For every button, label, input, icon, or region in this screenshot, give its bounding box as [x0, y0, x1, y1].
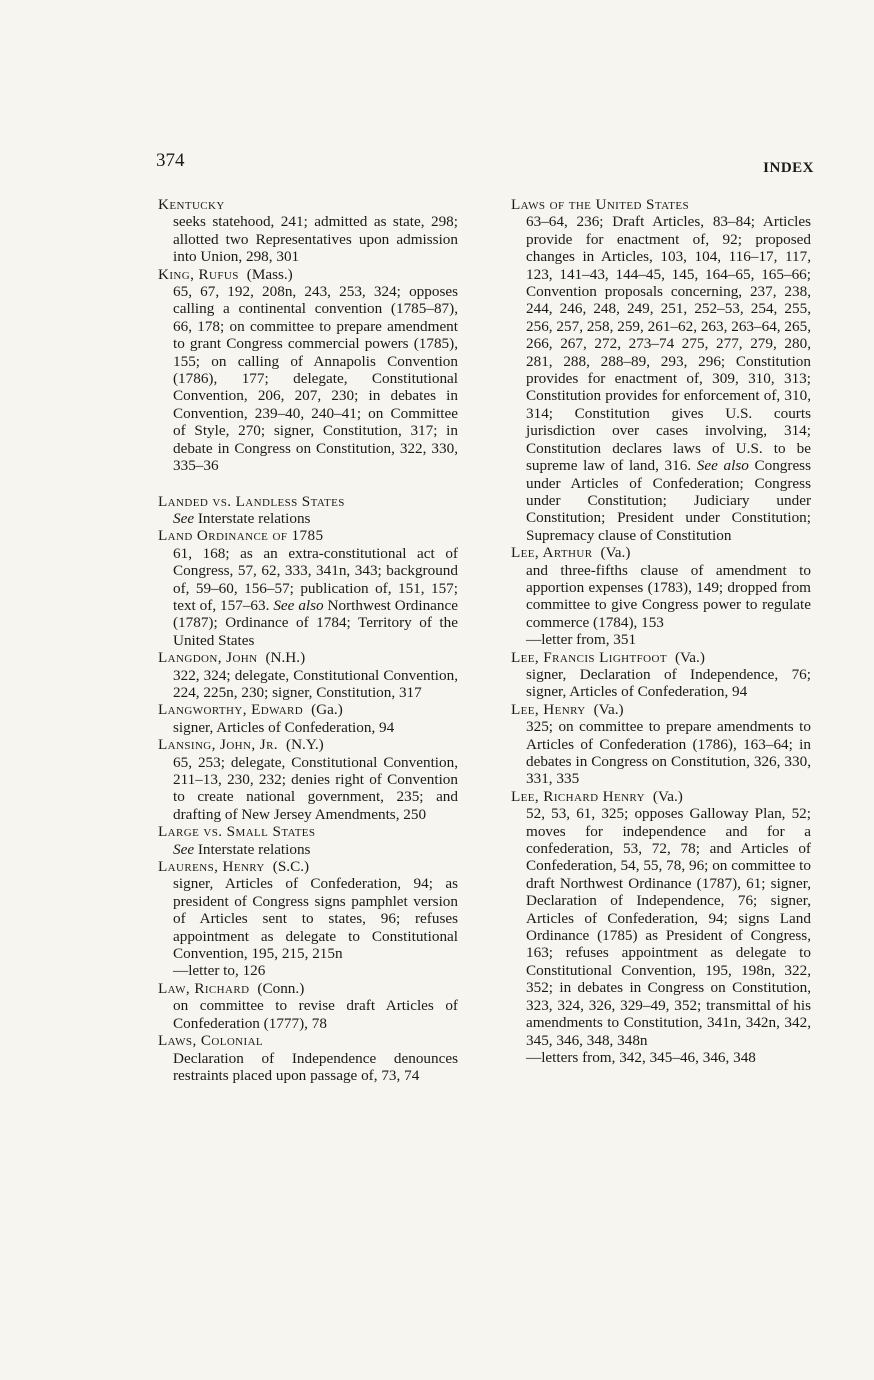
- entry-references: 322, 324; delegate, Constitutional Convention, 224, 225n, 230; signer, Constitution, 317: [173, 666, 458, 701]
- index-entry: [158, 858, 458, 980]
- entry-references: 63–64, 236; Draft Articles, 83–84; Articles provide for enactment of, 92; proposed changes in Articles, 103, 104, 116–17, 117, 123, 141–43, 144–45, 145, 164–65, 165–66; Convention proposals concerning, 237, 238, 244, 246, 248, 249, 251, 252–53, 254, 255, 256, 257, 258, 259, 261–62, 263, 263–64, 265, 266, 267, 272, 273–74 275, 277, 279, 280, 281, 288, 288–89, 293, 296; Constitution provides for enactment of, 309, 310, 313; Constitution provides for enforcement of, 310, 314; Constitution gives U.S. courts jurisdiction over cases involving, 314; Constitution declares laws of U.S. to be supreme law of land, 316. See also Congress under Articles of Confederation; Congress under Constitution; Judiciary under Constitution; President under Constitution; Supremacy clause of Constitution: [526, 213, 812, 544]
- index-entry: [158, 493, 458, 528]
- index-entry: [511, 196, 811, 544]
- entry-references: See Interstate relations: [173, 509, 311, 527]
- index-entry: [158, 980, 458, 1032]
- index-entry: [158, 823, 458, 858]
- entry-name: Lee, Henry: [511, 700, 586, 718]
- entry-references: 325; on committee to prepare amendments to Articles of Confederation (1786), 163–64; in debates in Congress on Constitution, 326, 330, 331, 335: [526, 718, 811, 788]
- entry-references: 52, 53, 61, 325; opposes Galloway Plan, 52; moves for independence and for a confederation, 53, 72, 78; and Articles of Confederation, 54, 55, 78, 96; on committee to draft Northwest Ordinance (1787), 61; signer, Declaration of Independence, 76; signer, Articles of Confederation, 94; signs Land Ordinance (1785) as President of Congress, 163; refuses appointment as delegate to Constitutional Convention, 195, 198n, 322, 352; in debates in Congress on Constitution, 323, 324, 326, 329–49, 352; transmittal of his amendments to Constitution, 341n, 342n, 342, 345, 346, 348, 348n: [526, 805, 811, 1049]
- entry-heading: [158, 493, 458, 510]
- entry-state: (Va.): [593, 700, 624, 718]
- entry-name: Lee, Arthur: [511, 544, 593, 562]
- left-column: [158, 196, 458, 1084]
- entry-references: signer, Declaration of Independence, 76; signer, Articles of Confederation, 94: [526, 665, 811, 701]
- entry-name: King, Rufus: [158, 265, 239, 283]
- entry-heading: [158, 701, 458, 718]
- entry-heading: [158, 196, 458, 213]
- page-number: 374: [156, 150, 185, 171]
- entry-references: 65, 253; delegate, Constitutional Convention, 211–13, 230, 232; denies right of Convention to create national government, 235; and drafting of New Jersey Amendments, 250: [173, 753, 458, 823]
- index-entry: [511, 788, 811, 1067]
- index-entry: [158, 527, 458, 649]
- entry-references: seeks statehood, 241; admitted as state, 298; allotted two Representatives upon admission into Union, 298, 301: [173, 213, 458, 266]
- entry-heading: [158, 736, 458, 753]
- entry-name: Langworthy, Edward: [158, 701, 304, 719]
- entry-references: 61, 168; as an extra-constitutional act of Congress, 57, 62, 333, 341n, 343; background of, 59–60, 156–57; publication of, 151, 157; text of, 157–63. See also Northwest Ordinance (1787); Ordinance of 1784; Territory of the United States: [173, 544, 458, 649]
- entry-name: Law, Richard: [158, 979, 250, 997]
- entry-references: 65, 67, 192, 208n, 243, 253, 324; opposes calling a continental convention (1785–87), 66, 178; on committee to prepare amendment to grant Congress commercial powers (1785), 155; on calling of Annapolis Convention (1786), 177; delegate, Constitutional Convention, 206, 207, 230; in debates in Convention, 239–40, 240–41; on Committee of Style, 270; signer, Constitution, 317; in debate in Congress on Constitution, 322, 330, 335–36: [173, 283, 458, 475]
- index-entry: [158, 649, 458, 701]
- entry-name: Landed vs. Landless States: [158, 492, 345, 510]
- entry-state: (Ga.): [311, 701, 343, 719]
- entry-references: and three-fifths clause of amendment to apportion expenses (1783), 149; dropped from committee to give Congress power to regulate commerce (1784), 153: [526, 561, 811, 631]
- entry-heading: [158, 858, 458, 875]
- entry-name: Laws of the United States: [511, 196, 689, 213]
- index-entry: [511, 701, 811, 788]
- index-entry: [158, 266, 458, 475]
- entry-name: Lee, Richard Henry: [511, 787, 645, 805]
- entry-heading: [511, 196, 811, 213]
- entry-heading: [511, 788, 811, 805]
- index-entry: [511, 544, 811, 648]
- entry-state: (Va.): [600, 544, 631, 562]
- entry-state: (Va.): [674, 648, 705, 666]
- index-entry: [158, 736, 458, 823]
- entry-letters: —letters from, 342, 345–46, 346, 348: [526, 1048, 756, 1066]
- entry-heading: [158, 649, 458, 666]
- entry-heading: [511, 701, 811, 718]
- entry-letters: —letter from, 351: [526, 631, 637, 649]
- entry-name: Lee, Francis Lightfoot: [511, 648, 667, 666]
- entry-state: (N.Y.): [286, 736, 324, 754]
- entry-name: Large vs. Small States: [158, 823, 316, 841]
- entry-references: See Interstate relations: [173, 840, 311, 858]
- entry-spacer: [158, 475, 458, 493]
- entry-name: Langdon, John: [158, 649, 258, 667]
- running-head: INDEX: [763, 160, 814, 176]
- entry-heading: [158, 980, 458, 997]
- entry-state: (Mass.): [246, 265, 293, 283]
- index-entry: [158, 1032, 458, 1084]
- entry-heading: [158, 823, 458, 840]
- entry-name: Laws, Colonial: [158, 1032, 264, 1050]
- entry-name: Lansing, John, Jr.: [158, 736, 279, 754]
- entry-letters: —letter to, 126: [173, 962, 266, 980]
- entry-name: Laurens, Henry: [158, 858, 265, 876]
- entry-state: (Va.): [652, 787, 683, 805]
- entry-state: (S.C.): [272, 858, 310, 876]
- entry-heading: [511, 649, 811, 666]
- entry-name: Kentucky: [158, 196, 225, 213]
- entry-heading: [158, 1032, 458, 1049]
- index-entry: [158, 701, 458, 736]
- entry-references: signer, Articles of Confederation, 94; as president of Congress signs pamphlet version of Articles sent to states, 96; refuses appointment as delegate to Constitutional Convention, 195, 215, 215n: [173, 875, 458, 963]
- entry-references: signer, Articles of Confederation, 94: [173, 718, 395, 736]
- index-entry: [511, 649, 811, 701]
- entry-name: Land Ordinance of 1785: [158, 527, 324, 545]
- entry-heading: [158, 527, 458, 544]
- entry-state: (Conn.): [257, 979, 305, 997]
- entry-references: on committee to revise draft Articles of Confederation (1777), 78: [173, 997, 458, 1032]
- entry-references: Declaration of Independence denounces restraints placed upon passage of, 73, 74: [173, 1049, 458, 1084]
- entry-heading: [511, 544, 811, 561]
- index-entry: [158, 196, 458, 266]
- right-column: [511, 196, 811, 1066]
- entry-heading: [158, 266, 458, 283]
- entry-state: (N.H.): [265, 649, 306, 667]
